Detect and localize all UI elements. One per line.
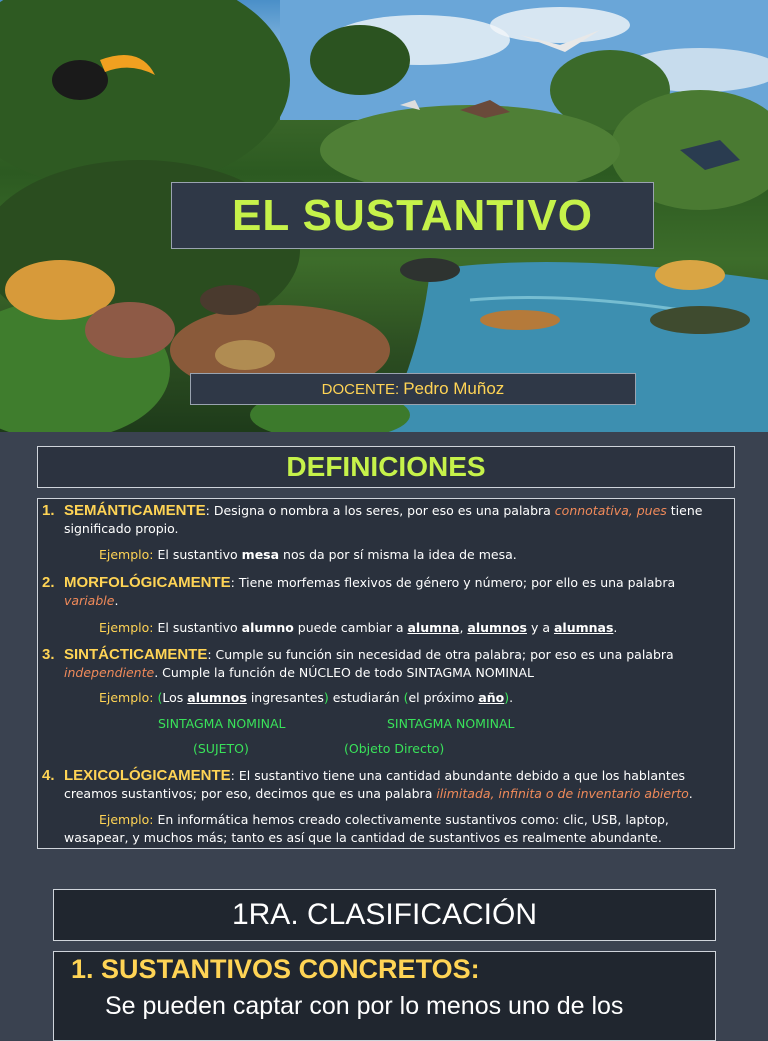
example-separator: ,: [459, 620, 468, 635]
paren: (: [153, 690, 163, 705]
item-italic: variable: [64, 593, 115, 608]
item-body: [64, 574, 728, 610]
example-text: estudiarán: [328, 690, 404, 705]
item-number: 1.: [42, 502, 55, 519]
page-title: EL SUSTANTIVO: [232, 190, 593, 240]
paren: (: [403, 690, 409, 705]
example-line: [64, 811, 728, 847]
item-text-end: tiene significado propio.: [64, 503, 703, 536]
example-underlined: alumnas: [553, 620, 614, 635]
example-underlined: alumna: [407, 620, 460, 635]
example-underlined: alumnos: [467, 620, 527, 635]
example-line: [99, 619, 617, 637]
example-line: [99, 546, 517, 564]
example-text: ingresantes: [246, 690, 324, 705]
example-line: [99, 689, 513, 707]
item-heading: SEMÁNTICAMENTE: [64, 502, 206, 519]
example-label: Ejemplo:: [99, 812, 154, 827]
syntagm-role: (SUJETO): [193, 741, 249, 756]
example-bold: mesa: [241, 547, 280, 562]
item-number: 3.: [42, 646, 55, 663]
title-slide: [0, 0, 768, 432]
example-text: El sustantivo: [153, 620, 242, 635]
example-label: Ejemplo:: [99, 620, 154, 635]
classification-heading: 1RA. CLASIFICACIÓN: [231, 898, 538, 931]
syntagm-label: SINTAGMA NOMINAL: [158, 716, 286, 731]
title-box: [171, 182, 654, 249]
syntagm-label: SINTAGMA NOMINAL: [387, 716, 515, 731]
example-text: puede cambiar a: [293, 620, 408, 635]
example-text: wasapear, y muchos más; tanto es así que la cantidad de sustantivos es realmente abundante.: [64, 830, 662, 845]
example-label: Ejemplo:: [99, 690, 154, 705]
item-italic: ilimitada, infinita o de inventario abierto: [436, 786, 689, 801]
paren: ): [323, 690, 329, 705]
teacher-name: Pedro Muñoz: [403, 379, 505, 398]
item-number: 4.: [42, 767, 55, 784]
classification-slide: [0, 862, 768, 1024]
example-text: En informática hemos creado colectivamente sustantivos como: clic, USB, laptop,: [153, 812, 669, 827]
teacher-box: [190, 373, 636, 405]
item-body: [64, 646, 728, 682]
definitions-heading: DEFINICIONES: [286, 451, 486, 482]
item-italic: independiente: [64, 665, 155, 680]
example-text: Los: [162, 690, 188, 705]
item-text: : Cumple su función sin necesidad de otra palabra; por eso es una palabra: [207, 647, 674, 662]
example-end: .: [509, 690, 514, 705]
example-text: El sustantivo: [153, 547, 242, 562]
item-italic: connotativa, pues: [554, 503, 667, 518]
definitions-slide: [0, 432, 768, 862]
example-text: el próximo: [408, 690, 479, 705]
example-text-end: nos da por sí misma la idea de mesa.: [279, 547, 517, 562]
item-body: [64, 502, 728, 538]
item-text: : Designa o nombra a los seres, por eso es una palabra: [205, 503, 555, 518]
item-text-end: .: [688, 786, 693, 801]
item-text: : El sustantivo tiene una cantidad abundante debido a que los hablantes creamos sustantivos; por eso, decimos que es una palabra: [64, 768, 686, 801]
definitions-content: [37, 498, 735, 849]
example-end: .: [613, 620, 618, 635]
example-bold: alumno: [241, 620, 294, 635]
item-number: 2.: [42, 574, 55, 591]
example-label: Ejemplo:: [99, 547, 154, 562]
item-heading: LEXICOLÓGICAMENTE: [64, 767, 231, 784]
item-heading: SUSTANTIVOS CONCRETOS:: [101, 954, 480, 984]
concrete-nouns-text: Se pueden captar con por lo menos uno de los: [105, 992, 624, 1020]
item-text-end: .: [114, 593, 119, 608]
classification-heading-box: [53, 889, 716, 941]
item-text: : Tiene morfemas flexivos de género y número; por ello es una palabra: [230, 575, 676, 590]
item-number: 1.: [71, 954, 94, 984]
syntagm-role: (Objeto Directo): [344, 741, 445, 756]
paren: ): [504, 690, 510, 705]
concrete-nouns-heading: [71, 954, 480, 985]
example-separator: y a: [526, 620, 554, 635]
item-body: [64, 767, 728, 803]
item-text-end: . Cumple la función de NÚCLEO de todo SINTAGMA NOMINAL: [154, 665, 534, 680]
example-underlined: alumnos: [187, 690, 247, 705]
concrete-nouns-box: [53, 951, 716, 1041]
teacher-label: DOCENTE:: [321, 380, 400, 398]
item-heading: SINTÁCTICAMENTE: [64, 646, 208, 663]
item-heading: MORFOLÓGICAMENTE: [64, 574, 231, 591]
definitions-heading-box: [37, 446, 735, 488]
example-underlined: año: [478, 690, 505, 705]
